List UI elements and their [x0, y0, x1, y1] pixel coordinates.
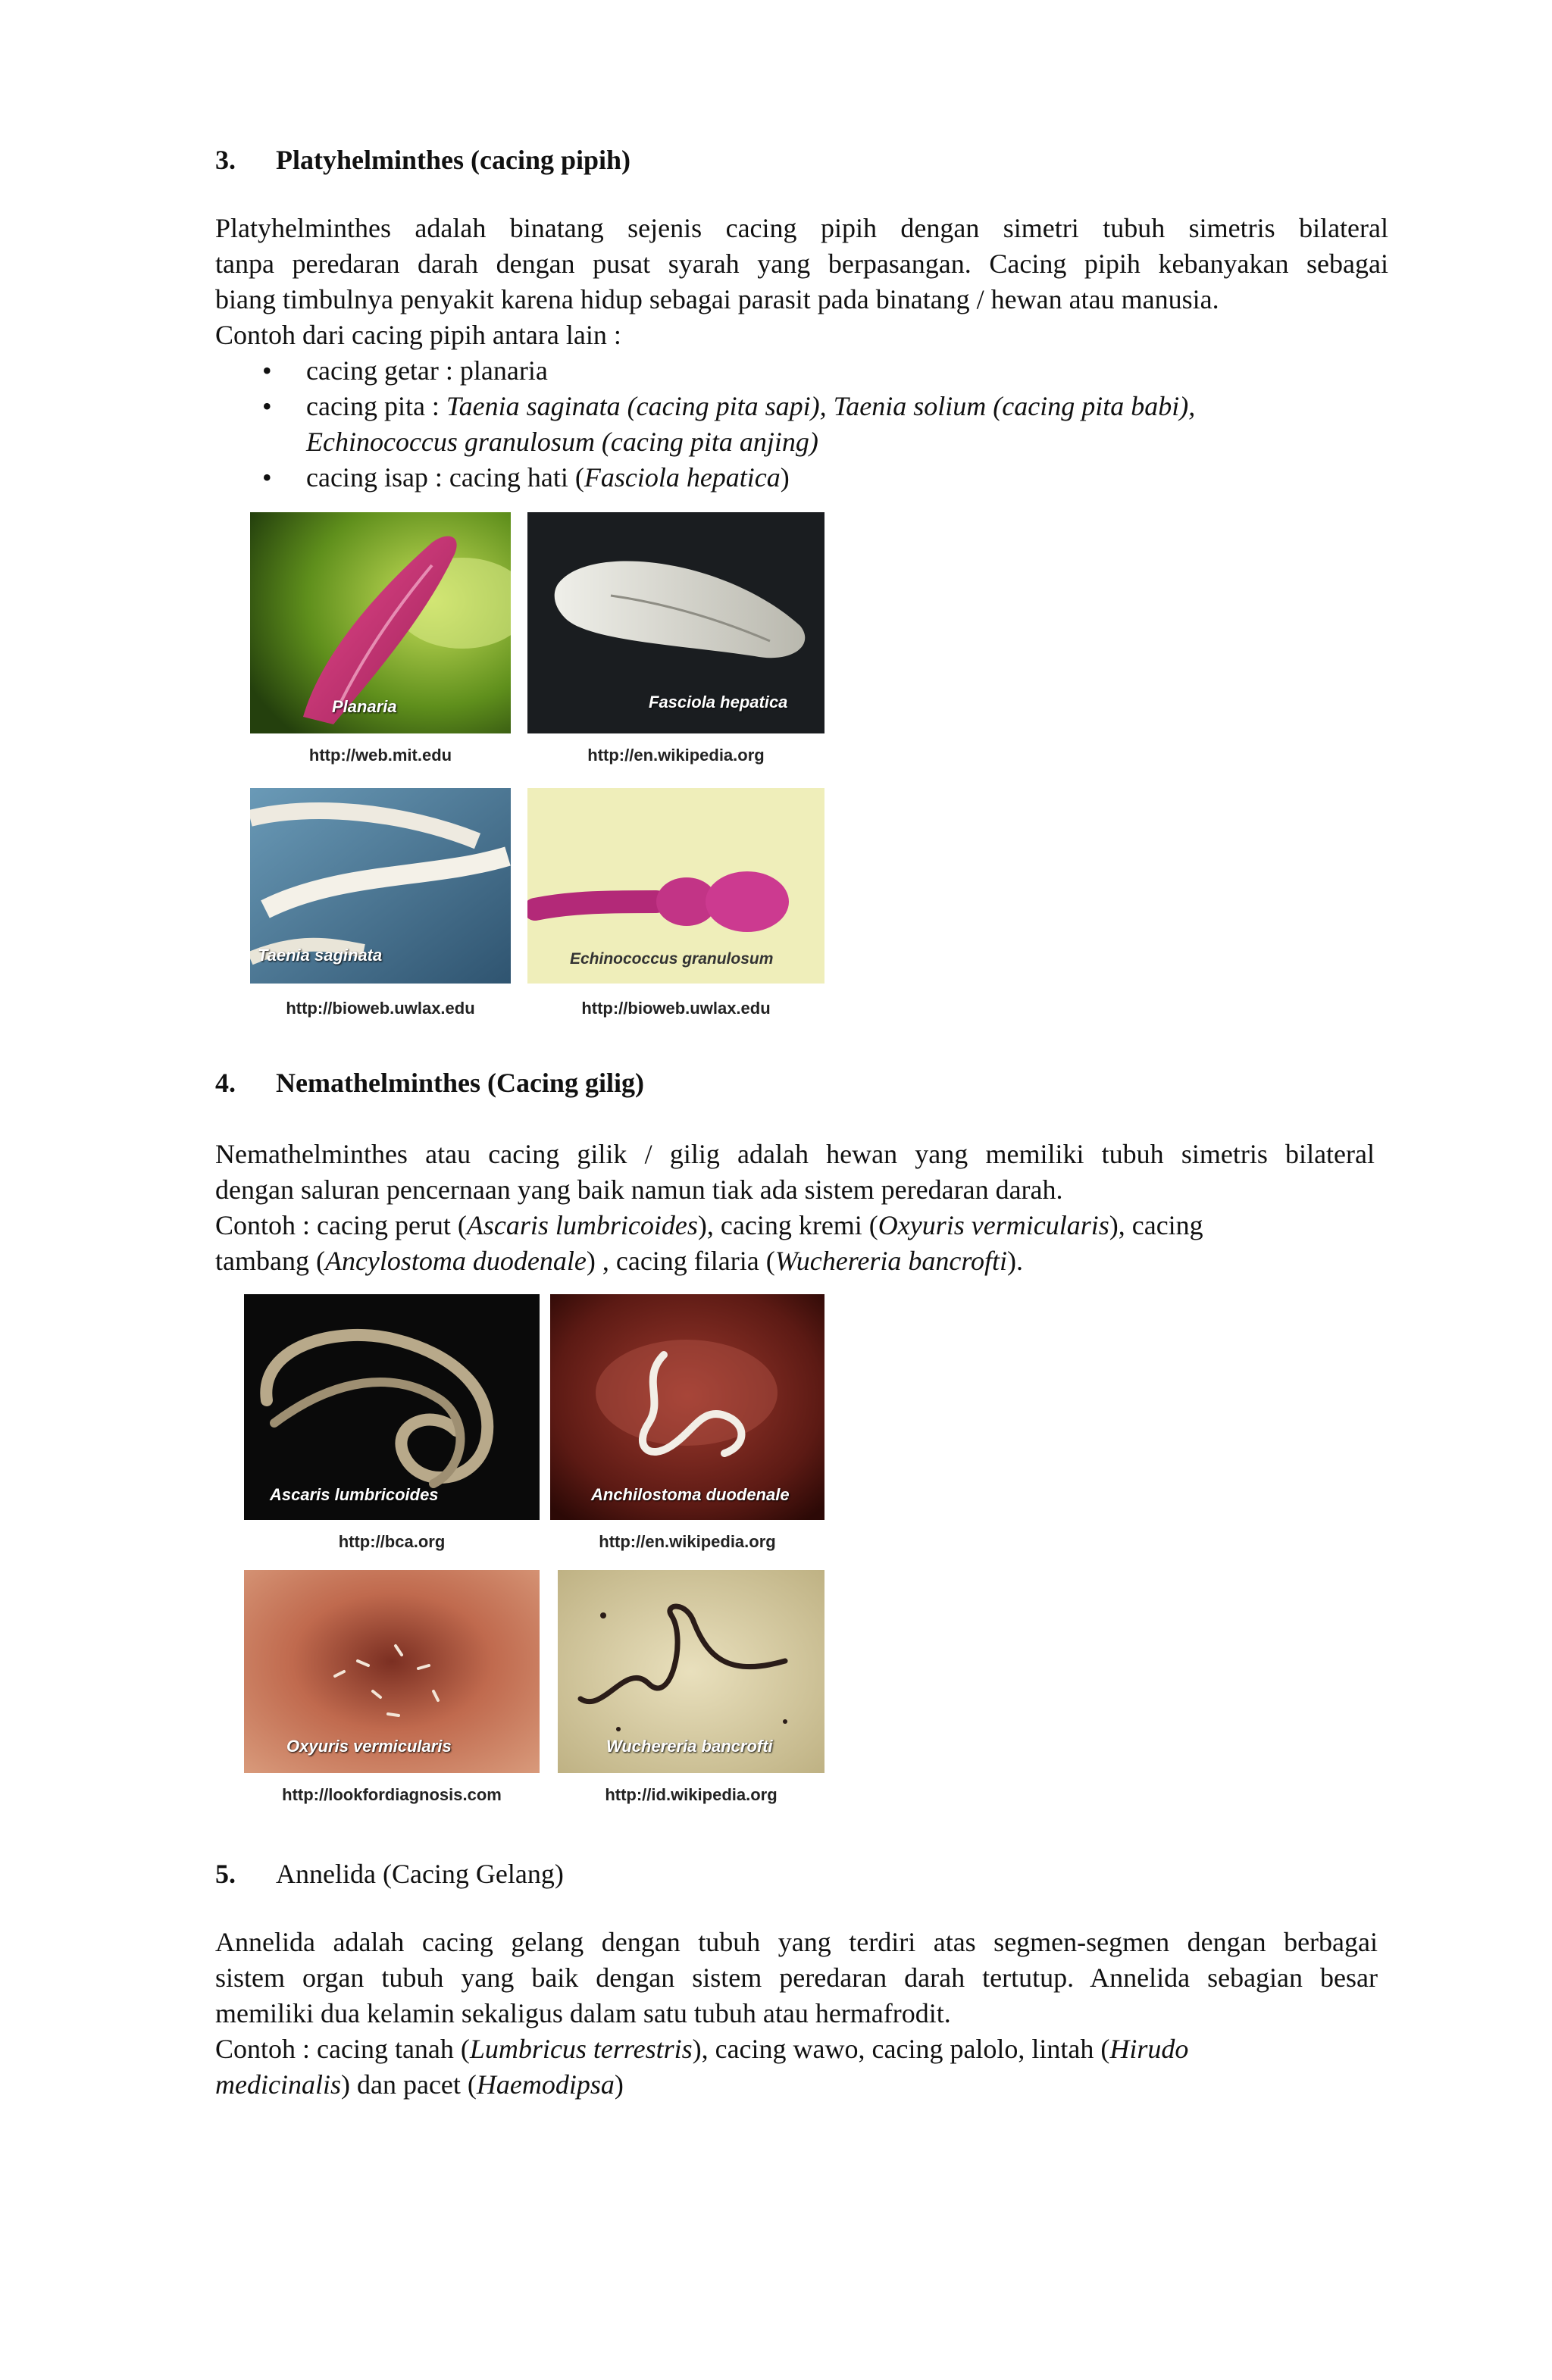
list-item: • cacing getar : planaria [215, 353, 1397, 389]
section-number: 5. [215, 1859, 236, 1889]
image-credit: http://bca.org [338, 1532, 446, 1551]
image-credit: http://id.wikipedia.org [605, 1785, 778, 1804]
image-credit: http://web.mit.edu [308, 746, 452, 765]
examples-line: medicinalis) dan pacet (Haemodipsa) [215, 2069, 624, 2100]
examples-list [215, 353, 1397, 496]
image-caption: Anchilostoma duodenale [591, 1485, 790, 1504]
section-5-paragraph [215, 1925, 1378, 2103]
paragraph-line: memiliki dua kelamin sekaligus dalam satu tubuh atau hermafrodit. [215, 1998, 951, 2028]
paragraph-line: Nemathelminthes atau cacing gilik / gilig adalah hewan yang memiliki tubuh simetris bilateral [215, 1139, 1375, 1169]
section-4-heading [215, 1067, 644, 1099]
paragraph-line: dengan saluran pencernaan yang baik namun tiak ada sistem peredaran darah. [215, 1174, 1063, 1205]
section-3-paragraph [215, 211, 1388, 353]
examples-line: Contoh : cacing perut (Ascaris lumbricoides), cacing kremi (Oxyuris vermicularis), cacing [215, 1210, 1203, 1240]
section-4-paragraph [215, 1137, 1375, 1279]
bullet-icon: • [262, 355, 272, 386]
paragraph-line: biang timbulnya penyakit karena hidup sebagai parasit pada binatang / hewan atau manusia. [215, 284, 1219, 314]
examples-line: tambang (Ancylostoma duodenale) , cacing filaria (Wuchereria bancrofti). [215, 1246, 1024, 1276]
image-credit: http://lookfordiagnosis.com [282, 1785, 502, 1804]
section-title: Platyhelminthes (cacing pipih) [276, 145, 631, 175]
bullet-icon: • [262, 462, 272, 493]
paragraph-line: sistem organ tubuh yang baik dengan sistem peredaran darah tertutup. Annelida sebagian besar [215, 1962, 1378, 1993]
image-caption: Oxyuris vermicularis [286, 1737, 452, 1756]
image-caption: Fasciola hepatica [649, 693, 788, 711]
section-5-heading [215, 1858, 564, 1890]
paragraph-line: Platyhelminthes adalah binatang sejenis cacing pipih dengan simetri tubuh simetris bilateral [215, 213, 1388, 243]
section-number: 4. [215, 1068, 236, 1098]
image-caption: Ascaris lumbricoides [270, 1485, 439, 1504]
paragraph-line: Annelida adalah cacing gelang dengan tubuh yang terdiri atas segmen-segmen dengan berbagai [215, 1927, 1378, 1957]
image-caption: Taenia saginata [258, 946, 383, 965]
list-item: • cacing pita : Taenia saginata (cacing pita sapi), Taenia solium (cacing pita babi), Echinococcus granulosum (cacing pita anjing) [215, 389, 1397, 460]
section-3-heading [215, 144, 630, 176]
image-caption: Wuchereria bancrofti [606, 1737, 773, 1756]
paragraph-line: tanpa peredaran darah dengan pusat syarah yang berpasangan. Cacing pipih kebanyakan sebagai [215, 249, 1388, 279]
section-title: Nemathelminthes (Cacing gilig) [276, 1068, 644, 1098]
image-credit: http://en.wikipedia.org [599, 1532, 776, 1551]
image-caption: Planaria [332, 697, 397, 716]
examples-line: Contoh : cacing tanah (Lumbricus terrestris), cacing wawo, cacing palolo, lintah (Hirudo [215, 2034, 1189, 2064]
section-title: Annelida (Cacing Gelang) [276, 1859, 564, 1889]
bullet-icon: • [262, 391, 272, 421]
section-number: 3. [215, 145, 236, 175]
image-caption: Echinococcus granulosum [570, 950, 774, 968]
list-item: • cacing isap : cacing hati (Fasciola hepatica) [215, 460, 1397, 496]
examples-intro: Contoh dari cacing pipih antara lain : [215, 320, 621, 350]
image-credit: http://bioweb.uwlax.edu [286, 999, 475, 1018]
image-credit: http://bioweb.uwlax.edu [581, 999, 771, 1018]
image-credit: http://en.wikipedia.org [587, 746, 765, 765]
